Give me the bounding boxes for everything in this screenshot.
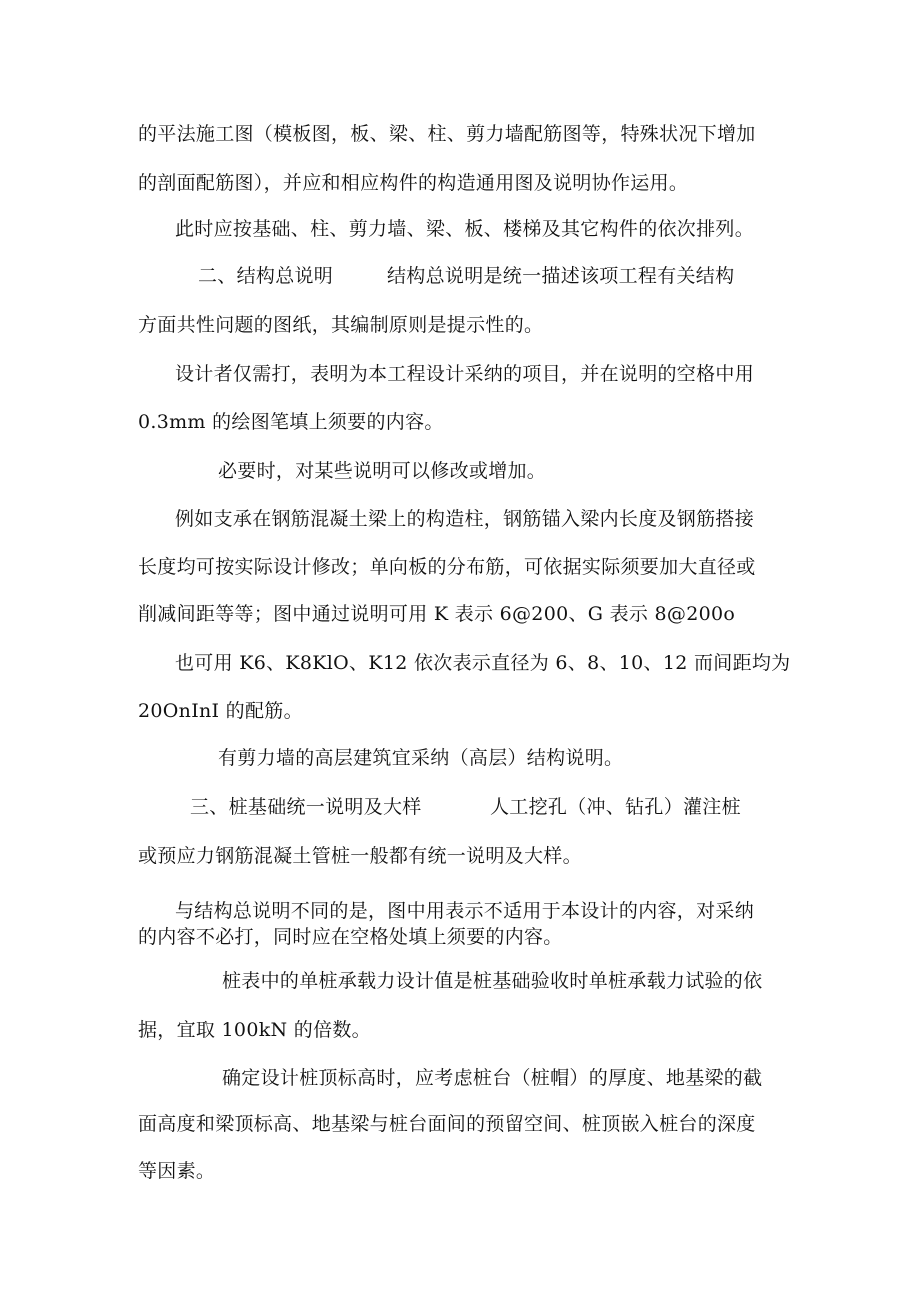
body-text-line: 必要时，对某些说明可以修改或增加。 — [218, 460, 547, 482]
body-text-line: 桩表中的单桩承载力设计值是桩基础验收时单桩承载力试验的依 — [222, 970, 763, 992]
body-text-line: 有剪力墙的高层建筑宜采纳（高层）结构说明。 — [218, 747, 624, 769]
body-text-line: 方面共性问题的图纸，其编制原则是提示性的。 — [138, 314, 544, 336]
body-text-line: 20OnInI 的配筋。 — [138, 700, 303, 722]
body-text-line: 例如支承在钢筋混凝土梁上的构造柱，钢筋锚入梁内长度及钢筋搭接 — [175, 508, 755, 530]
body-text-line: 0.3mm 的绘图笔填上须要的内容。 — [138, 411, 444, 433]
section-heading-2: 二、结构总说明 — [198, 265, 334, 287]
body-text-line: 确定设计桩顶标高时，应考虑桩台（桩帽）的厚度、地基梁的截 — [222, 1067, 763, 1089]
body-text-line: 长度均可按实际设计修改；单向板的分布筋，可依据实际须要加大直径或 — [138, 556, 756, 578]
section-heading-3: 三、桩基础统一说明及大样 — [190, 796, 422, 818]
body-text-line: 的平法施工图（模板图，板、梁、柱、剪力墙配筋图等，特殊状况下增加 — [138, 123, 756, 145]
body-text-line: 设计者仅需打，表明为本工程设计采纳的项目，并在说明的空格中用 — [175, 363, 755, 385]
body-text-line: 的内容不必打，同时应在空格处填上须要的内容。 — [138, 926, 563, 948]
body-text-line: 削减间距等等；图中通过说明可用 K 表示 6@200、G 表示 8@200o — [138, 603, 736, 625]
body-text-line: 面高度和梁顶标高、地基梁与桩台面间的预留空间、桩顶嵌入桩台的深度 — [138, 1113, 756, 1135]
body-text-line: 据，宜取 100kN 的倍数。 — [138, 1019, 371, 1041]
body-text-line: 也可用 K6、K8KlO、K12 依次表示直径为 6、8、10、12 而间距均为 — [175, 652, 791, 674]
body-text-line: 此时应按基础、柱、剪力墙、梁、板、楼梯及其它构件的依次排列。 — [175, 218, 755, 240]
body-text-line: 结构总说明是统一描述该项工程有关结构 — [387, 265, 735, 287]
body-text-line: 人工挖孔（冲、钻孔）灌注桩 — [490, 796, 741, 818]
body-text-line: 与结构总说明不同的是，图中用表示不适用于本设计的内容，对采纳 — [175, 900, 755, 922]
body-text-line: 或预应力钢筋混凝土管桩一般都有统一说明及大样。 — [138, 845, 582, 867]
body-text-line: 的剖面配筋图），并应和相应构件的构造通用图及说明协作运用。 — [138, 172, 689, 194]
body-text-line: 等因素。 — [138, 1160, 216, 1182]
